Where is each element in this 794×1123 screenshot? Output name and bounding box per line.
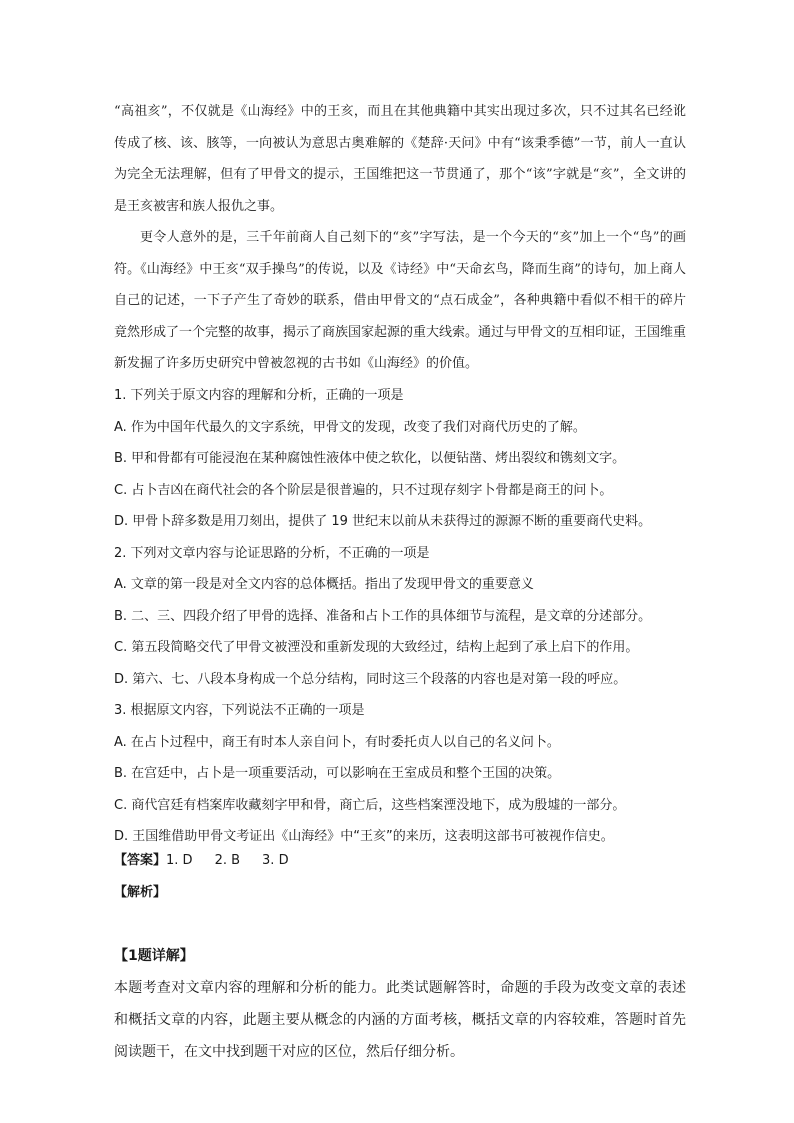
- question-3-stem: 3. 根据原文内容，下列说法不正确的一项是: [114, 703, 365, 718]
- detail-section: [114, 940, 686, 1068]
- passage-text: [114, 96, 686, 380]
- question-3-option-c: C. 商代宫廷有档案库收藏刻字甲和骨，商亡后，这些档案湮没地下，成为殷墟的一部分。: [114, 797, 626, 813]
- question-3-option-d: D. 王国维借助甲骨文考证出《山海经》中“王亥”的来历，这表明这部书可被视作信史。: [114, 829, 614, 844]
- passage-paragraph-1: “高祖亥”，不仅就是《山海经》中的王亥，而且在其他典籍中其实出现过多次，只不过其名已经讹传成了核、该、胲等，一向被认为意思古奥难解的《楚辞·天问》中有“该秉季德”一节，前人一直认为完全无法理解，但有了甲骨文的提示，王国维把这一节贯通了，那个“该”字就是“亥”，全文讲的是王亥被害和族人报仇之事。: [114, 104, 686, 214]
- question-3-option-a: A. 在占卜过程中，商王有时本人亲自问卜，有时委托贞人以自己的名义问卜。: [114, 734, 560, 750]
- question-2-option-b: B. 二、三、四段介绍了甲骨的选择、准备和占卜工作的具体细节与流程，是文章的分述部分。: [114, 608, 652, 624]
- question-1-option-d: D. 甲骨卜辞多数是用刀刻出，提供了 19 世纪末以前从未获得过的源源不断的重要商代史料。: [114, 514, 652, 529]
- question-1-option-a: A. 作为中国年代最久的文字系统，甲骨文的发现，改变了我们对商代历史的了解。: [114, 419, 586, 435]
- answer-tag: 【答案】: [114, 853, 167, 868]
- answer-3: 3. D: [262, 853, 289, 868]
- answer-line: [114, 845, 686, 877]
- question-list: [114, 380, 686, 853]
- question-1-option-c: C. 占卜吉凶在商代社会的各个阶层是很普遍的，只不过现存刻字卜骨都是商王的问卜。: [114, 482, 613, 498]
- passage-paragraph-2: 更令人意外的是，三千年前商人自己刻下的“亥”字写法，是一个今天的“亥”加上一个“鸟”的画符。《山海经》中王亥“双手操鸟”的传说，以及《诗经》中“天命玄鸟，降而生商”的诗句，加上商人自己的记述，一下子产生了奇妙的联系，借由甲骨文的“点石成金”，各种典籍中看似不相干的碎片竟然形成了一个完整的故事，揭示了商族国家起源的重大线索。通过与甲骨文的互相印证，王国维重新发掘了许多历史研究中曾被忽视的古书如《山海经》的价值。: [114, 230, 687, 371]
- question-2-stem: 2. 下列对文章内容与论证思路的分析，不正确的一项是: [114, 545, 430, 561]
- answer-2: 2. B: [214, 853, 241, 868]
- answer-1: 1. D: [166, 853, 193, 868]
- question-1-option-b: B. 甲和骨都有可能浸泡在某种腐蚀性液体中使之软化，以便钻凿、烤出裂纹和镌刻文字。: [114, 451, 626, 466]
- question-3-option-b: B. 在宫廷中，占卜是一项重要活动，可以影响在王室成员和整个王国的决策。: [114, 766, 561, 781]
- question-2-option-a: A. 文章的第一段是对全文内容的总体概括。指出了发现甲骨文的重要意义: [114, 577, 534, 592]
- question-2-option-c: C. 第五段简略交代了甲骨文被湮没和重新发现的大致经过，结构上起到了承上启下的作用。: [114, 640, 639, 655]
- question-2-option-d: D. 第六、七、八段本身构成一个总分结构，同时这三个段落的内容也是对第一段的呼应。: [114, 671, 627, 687]
- detail-text: 本题考查对文章内容的理解和分析的能力。此类试题解答时，命题的手段为改变文章的表述和概括文章的内容，此题主要从概念的内涵的方面考核，概括文章的内容较难，答题时首先阅读题干，在文中找到题干对应的区位，然后仔细分析。: [114, 980, 686, 1060]
- analysis-tag: 【解析】: [114, 884, 167, 900]
- detail-tag: 【1题详解】: [114, 948, 194, 964]
- question-1-stem: 1. 下列关于原文内容的理解和分析，正确的一项是: [114, 388, 404, 403]
- answer-section: [114, 845, 686, 908]
